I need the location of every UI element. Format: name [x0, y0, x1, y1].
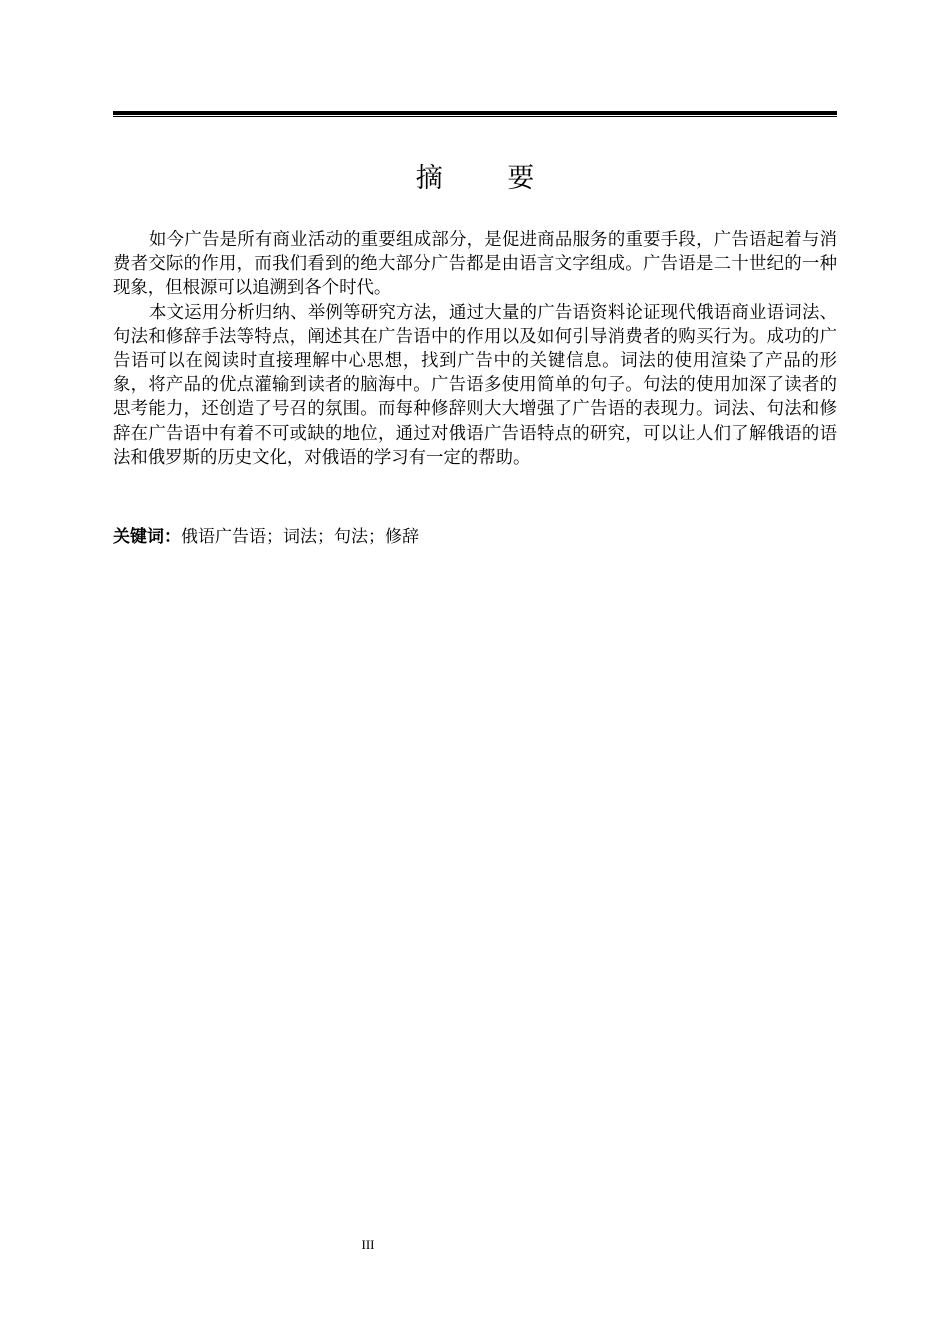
header-rule-thick [113, 111, 837, 115]
abstract-paragraph-1: 如今广告是所有商业活动的重要组成部分，是促进商品服务的重要手段，广告语起着与消费者交际的作用，而我们看到的绝大部分广告都是由语言文字组成。广告语是二十世纪的一种现象，但根源可以追溯到各个时代。 [113, 230, 837, 299]
abstract-body [113, 228, 837, 470]
keywords-label: 关键词： [113, 527, 181, 547]
keywords-value: 俄语广告语；词法；句法；修辞 [181, 527, 419, 547]
page-title: 摘 要 [415, 163, 563, 194]
header-rule-thin [113, 116, 837, 117]
abstract-paragraph-2: 本文运用分析归纳、举例等研究方法，通过大量的广告语资料论证现代俄语商业语词法、句法和修辞手法等特点，阐述其在广告语中的作用以及如何引导消费者的购买行为。成功的广告语可以在阅读时直接理解中心思想，找到广告中的关键信息。词法的使用渲染了产品的形象，将产品的优点灌输到读者的脑海中。广告语多使用简单的句子。句法的使用加深了读者的思考能力，还创造了号召的氛围。而每种修辞则大大增强了广告语的表现力。词法、句法和修辞在广告语中有着不可或缺的地位，通过对俄语广告语特点的研究，可以让人们了解俄语的语法和俄罗斯的历史文化，对俄语的学习有一定的帮助。 [113, 302, 837, 468]
keywords-line [113, 524, 837, 550]
page-number: III [361, 1237, 375, 1252]
